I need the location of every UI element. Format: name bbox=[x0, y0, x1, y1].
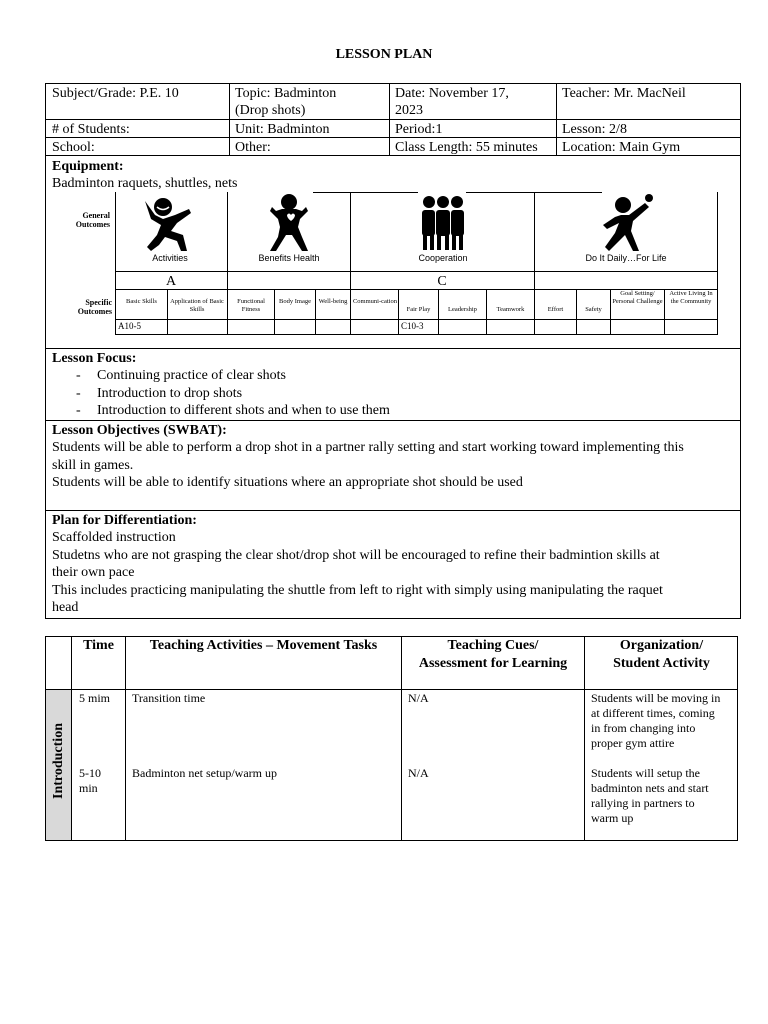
row-time: 5-10 min bbox=[79, 766, 101, 795]
topic bbox=[231, 84, 340, 120]
objective-line: Students will be able to perform a drop shot in a partner rally setting and start working toward implementing this bbox=[52, 440, 684, 455]
row-cue: N/A bbox=[408, 691, 429, 705]
cooperation-caption: Cooperation bbox=[418, 253, 468, 263]
specific-well-being: Well-being bbox=[318, 298, 348, 305]
date-line2: 2023 bbox=[395, 103, 423, 118]
objective-line: skill in games. bbox=[52, 457, 134, 473]
equipment-text: Badminton raquets, shuttles, nets bbox=[52, 176, 238, 191]
other: Other: bbox=[235, 140, 271, 155]
section-label-introduction: Introduction bbox=[51, 723, 66, 799]
specific-functional-fitness: Functional Fitness bbox=[237, 298, 265, 313]
list-item: - Continuing practice of clear shots bbox=[76, 368, 286, 383]
date-line1: Date: November 17, bbox=[395, 86, 509, 101]
objectives-heading: Lesson Objectives (SWBAT): bbox=[52, 423, 227, 438]
header-time: Time bbox=[83, 638, 114, 653]
header-cues: Teaching Cues/ Assessment for Learning bbox=[418, 638, 568, 671]
header-activities: Teaching Activities – Movement Tasks bbox=[149, 638, 378, 653]
class-length: Class Length: 55 minutes bbox=[395, 140, 538, 155]
differentiation-line: Studetns who are not grasping the clear shot/drop shot will be encouraged to refine their badmintion skills at bbox=[52, 547, 660, 563]
specific-application: Application of Basic Skills bbox=[170, 298, 224, 313]
header-organization: Organization/ Student Activity bbox=[613, 638, 710, 671]
specific-effort: Effort bbox=[547, 306, 564, 313]
do-it-daily-caption: Do It Daily…For Life bbox=[585, 253, 667, 263]
subject-grade: Subject/Grade: P.E. 10 bbox=[52, 86, 179, 101]
code-c10-3: C10-3 bbox=[401, 321, 424, 331]
lesson-focus-heading: Lesson Focus: bbox=[52, 351, 137, 366]
lesson-focus-list bbox=[52, 367, 734, 420]
specific-communication: Communi-cation bbox=[352, 298, 398, 305]
specific-basic-skills: Basic Skills bbox=[126, 298, 157, 305]
specific-leadership: Leadership bbox=[448, 306, 477, 313]
topic-line1: Topic: Badminton bbox=[235, 86, 337, 101]
row-cue: N/A bbox=[408, 766, 429, 780]
num-students: # of Students: bbox=[52, 122, 130, 137]
activities-icon bbox=[141, 195, 197, 253]
objectives-section bbox=[48, 421, 738, 493]
activities-caption: Activities bbox=[152, 253, 188, 263]
teacher: Teacher: Mr. MacNeil bbox=[562, 86, 686, 101]
row-org: Students will setup the badminton nets and start rallying in partners to warm up bbox=[591, 766, 709, 825]
specific-body-image: Body Image bbox=[279, 298, 311, 305]
topic-line2: (Drop shots) bbox=[235, 103, 306, 118]
general-outcomes-label: General Outcomes bbox=[75, 211, 110, 229]
period: Period:1 bbox=[395, 122, 443, 137]
school: School: bbox=[52, 140, 95, 155]
row-time: 5 mim bbox=[79, 691, 111, 705]
differentiation-line: This includes practicing manipulating the shuttle from left to right with simply using manipulating the raquet bbox=[52, 582, 663, 598]
location: Location: Main Gym bbox=[562, 140, 681, 155]
differentiation-heading: Plan for Differentiation: bbox=[52, 513, 197, 528]
specific-teamwork: Teamwork bbox=[496, 306, 525, 313]
differentiation-line: head bbox=[52, 600, 79, 615]
specific-goal-setting: Goal Setting/ Personal Challenge bbox=[612, 290, 663, 305]
differentiation-section bbox=[48, 511, 738, 618]
differentiation-line: their own pace bbox=[52, 565, 135, 580]
benefits-health-icon bbox=[266, 193, 312, 253]
specific-active-living: Active Living In the Community bbox=[669, 290, 713, 305]
page-title: LESSON PLAN bbox=[335, 47, 433, 62]
row-activity: Transition time bbox=[132, 691, 206, 705]
list-item: - Introduction to different shots and when to use them bbox=[76, 403, 390, 418]
outcome-letter-a: A bbox=[165, 274, 177, 289]
cooperation-icon bbox=[420, 194, 466, 252]
unit: Unit: Badminton bbox=[235, 122, 330, 137]
lesson-number: Lesson: 2/8 bbox=[562, 122, 627, 137]
specific-fair-play: Fair Play bbox=[406, 306, 431, 313]
date bbox=[391, 84, 513, 120]
benefits-health-caption: Benefits Health bbox=[258, 253, 320, 263]
differentiation-line: Scaffolded instruction bbox=[52, 530, 176, 545]
do-it-daily-icon bbox=[599, 193, 655, 253]
list-item: - Introduction to drop shots bbox=[76, 385, 243, 401]
specific-outcomes-label: Specific Outcomes bbox=[77, 298, 112, 316]
outcome-letter-c: C bbox=[437, 274, 447, 289]
code-a10-5: A10-5 bbox=[118, 321, 141, 331]
equipment-heading: Equipment: bbox=[52, 159, 124, 174]
row-activity: Badminton net setup/warm up bbox=[132, 766, 277, 780]
row-org: Students will be moving in at different times, coming in from changing into proper gym attire bbox=[591, 691, 721, 750]
lesson-focus-section bbox=[48, 349, 738, 421]
objective-line: Students will be able to identify situations where an appropriate shot should be used bbox=[52, 475, 523, 490]
specific-safety: Safety bbox=[585, 306, 602, 313]
equipment-section bbox=[48, 157, 241, 194]
